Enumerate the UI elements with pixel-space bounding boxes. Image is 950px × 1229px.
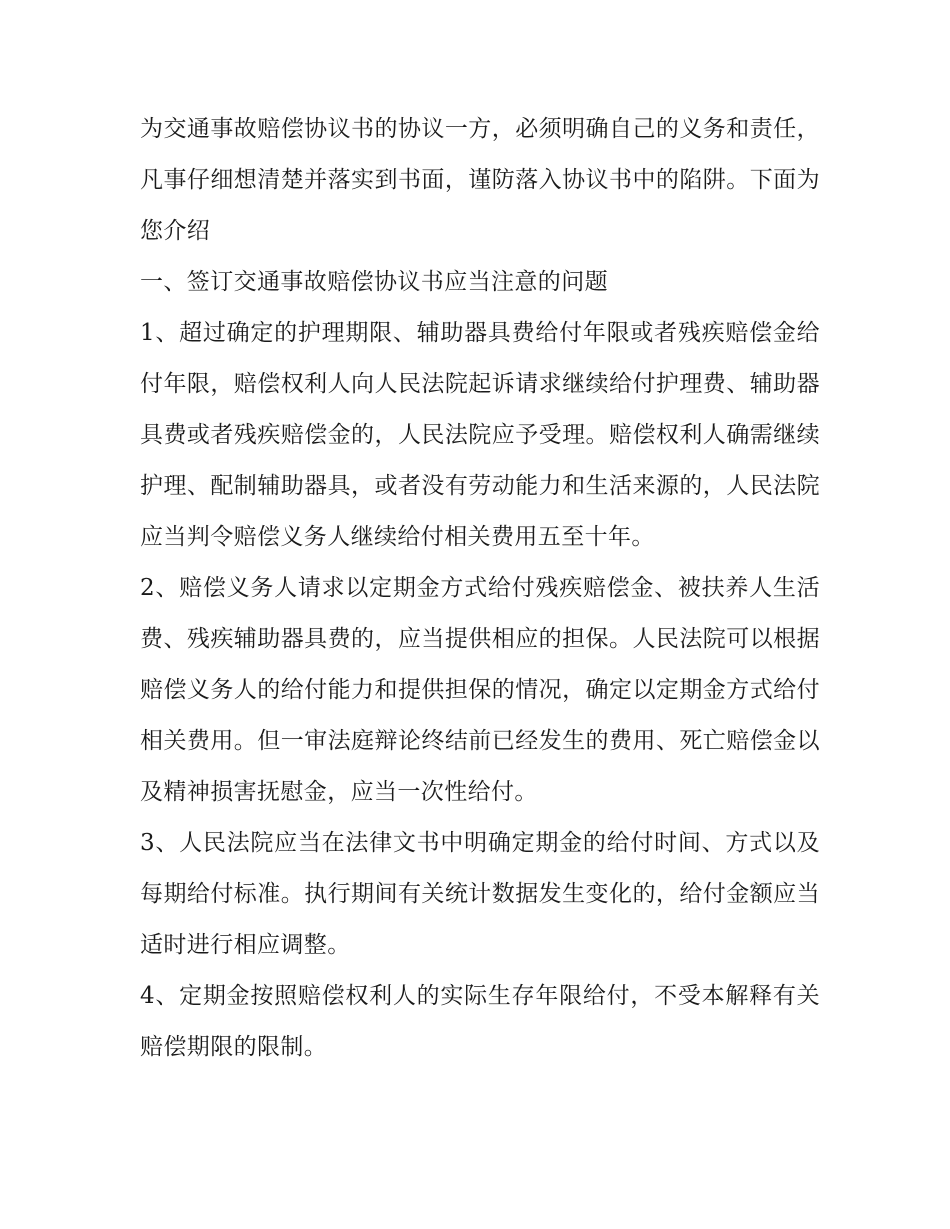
document-body (140, 104, 820, 1073)
item-2-paragraph: 2、赔偿义务人请求以定期金方式给付残疾赔偿金、被扶养人生活费、残疾辅助器具费的，应当提供相应的担保。人民法院可以根据赔偿义务人的给付能力和提供担保的情况，确定以定期金方式给付相关费用。但一审法庭辩论终结前已经发生的费用、死亡赔偿金以及精神损害抚慰金，应当一次性给付。 (140, 575, 820, 805)
intro-paragraph: 为交通事故赔偿协议书的协议一方，必须明确自己的义务和责任，凡事仔细想清楚并落实到书面，谨防落入协议书中的陷阱。下面为您介绍 (140, 116, 820, 244)
item-4-paragraph: 4、定期金按照赔偿权利人的实际生存年限给付，不受本解释有关赔偿期限的限制。 (140, 983, 820, 1060)
item-1-paragraph: 1、超过确定的护理期限、辅助器具费给付年限或者残疾赔偿金给付年限，赔偿权利人向人民法院起诉请求继续给付护理费、辅助器具费或者残疾赔偿金的，人民法院应予受理。赔偿权利人确需继续护理、配制辅助器具，或者没有劳动能力和生活来源的，人民法院应当判令赔偿义务人继续给付相关费用五至十年。 (140, 320, 820, 550)
item-3-paragraph: 3、人民法院应当在法律文书中明确定期金的给付时间、方式以及每期给付标准。执行期间有关统计数据发生变化的，给付金额应当适时进行相应调整。 (140, 830, 820, 958)
section-heading: 一、签订交通事故赔偿协议书应当注意的问题 (140, 269, 608, 295)
